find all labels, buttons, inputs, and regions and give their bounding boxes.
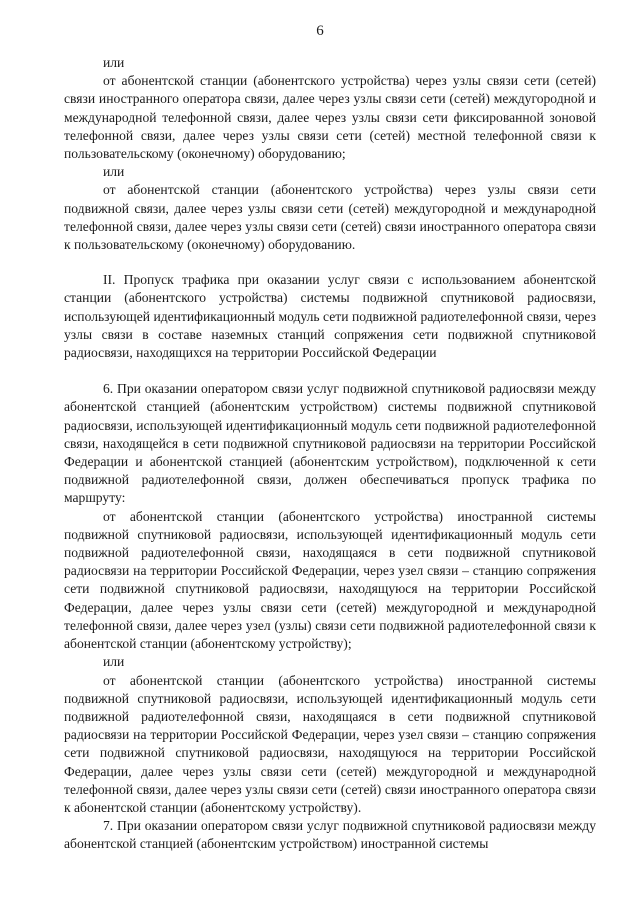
route-paragraph: от абонентской станции (абонентского устройства) через узлы связи сети подвижной связи, далее через узлы связи сети (сетей) междугородной и международной телефонной связи, далее через узлы связи сети (сетей) связи иностранного оператора связи к пользовательскому (оконечному) оборудованию.: [64, 182, 596, 253]
route-paragraph: от абонентской станции (абонентского устройства) иностранной системы подвижной спутниковой радиосвязи, использующей идентификационный модуль сети подвижной радиотелефонной связи, находящаяся в сети подвижной спутниковой радиосвязи на территории Российской Федерации, через узел связи – станцию сопряжения сети подвижной спутниковой радиосвязи, находящуюся на территории Российской Федерации, далее через узлы связи сети (сетей) междугородной и международной телефонной связи, далее через узлы связи сети (сетей) связи иностранного оператора связи к абонентской станции (абонентскому устройству).: [64, 672, 596, 815]
document-body: [64, 54, 596, 854]
connector-or: или: [103, 654, 125, 670]
clause-paragraph: 6. При оказании оператором связи услуг подвижной спутниковой радиосвязи между абонентской станцией (абонентским устройством) системы подвижной спутниковой радиосвязи, использующей идентификационный модуль сети подвижной радиотелефонной связи, находящейся в сети подвижной спутниковой радиосвязи на территории Российской Федерации и абонентской станцией (абонентским устройством), подключенной к сети подвижной радиотелефонной связи, должен обеспечиваться пропуск трафика по маршруту:: [64, 381, 596, 506]
clause-paragraph: 7. При оказании оператором связи услуг подвижной спутниковой радиосвязи между абонентской станцией (абонентским устройством) иностранной системы: [64, 818, 596, 852]
route-paragraph: от абонентской станции (абонентского устройства) через узлы связи сети (сетей) связи иностранного оператора связи, далее через узлы связи сети (сетей) междугородной и международной телефонной связи, далее через узлы связи сети фиксированной зоновой телефонной связи, далее через узлы связи сети (сетей) местной телефонной связи к пользовательскому (оконечному) оборудованию;: [64, 73, 596, 162]
connector-or: или: [103, 55, 125, 70]
connector-or: или: [103, 164, 125, 180]
section-heading: II. Пропуск трафика при оказании услуг связи с использованием абонентской станции (абонентского устройства) системы подвижной спутниковой радиосвязи, использующей идентификационный модуль сети подвижной радиотелефонной связи, через узлы связи в составе наземных станций сопряжения сети подвижной спутниковой радиосвязи, находящихся на территории Российской Федерации: [64, 272, 596, 361]
route-paragraph: от абонентской станции (абонентского устройства) иностранной системы подвижной спутниковой радиосвязи, использующей идентификационный модуль сети подвижной радиотелефонной связи, находящаяся в сети подвижной спутниковой радиосвязи на территории Российской Федерации, через узел связи – станцию сопряжения сети подвижной спутниковой радиосвязи, находящуюся на территории Российской Федерации, далее через узлы связи сети (сетей) междугородной и международной телефонной связи, далее через узел (узлы) связи сети подвижной радиотелефонной связи к абонентской станции (абонентскому устройству);: [64, 508, 596, 652]
page-number: 6: [316, 23, 324, 39]
